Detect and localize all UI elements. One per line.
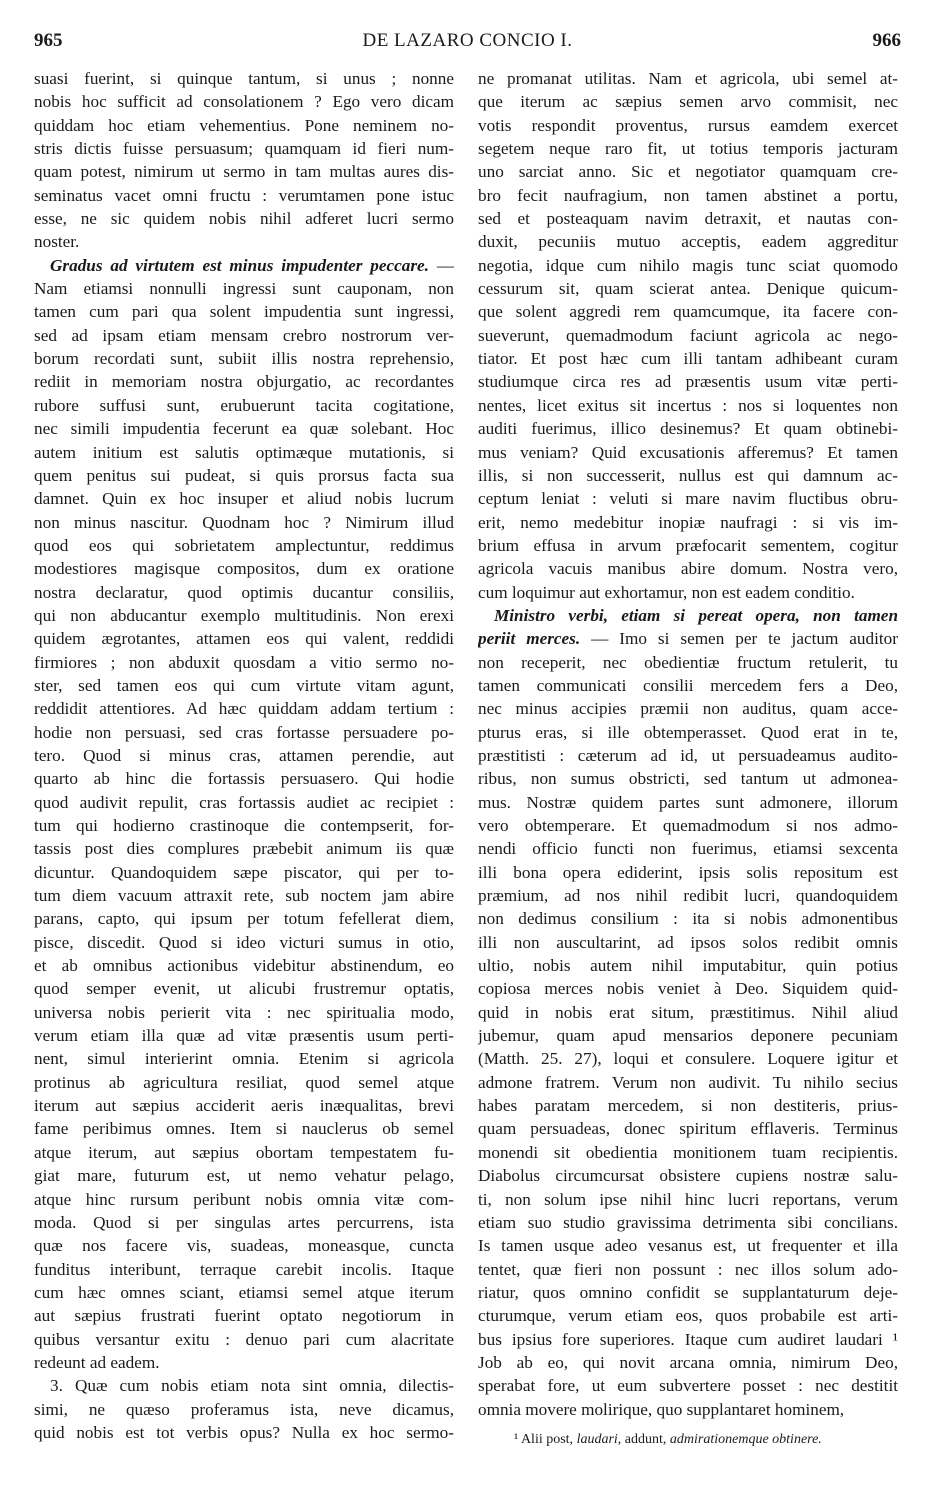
text-line bbox=[478, 90, 898, 113]
footnote-italic-b: admirationemque obtinere. bbox=[669, 1431, 822, 1447]
text-line bbox=[34, 977, 454, 1000]
line-text: sed et posteaquam navim detraxit, et nautas con- bbox=[478, 209, 898, 229]
text-line bbox=[34, 160, 454, 183]
text-line bbox=[478, 977, 898, 1000]
text-line bbox=[478, 114, 898, 137]
text-line bbox=[478, 604, 898, 627]
line-text: reddidit attentiores. Ad hæc quiddam addam tertium : bbox=[34, 699, 454, 719]
line-text: Nam etiamsi nonnulli ingressi sunt cauponam, non bbox=[34, 279, 454, 299]
line-text: quem penitus sui pudeat, si quis prorsus facta sua bbox=[34, 465, 454, 485]
line-text: suasi fuerint, si quinque tantum, si unus ; nonne bbox=[34, 69, 454, 88]
text-line bbox=[478, 487, 898, 510]
text-line bbox=[34, 884, 454, 907]
text-line bbox=[34, 1164, 454, 1187]
text-line bbox=[478, 1398, 898, 1421]
text-line bbox=[478, 1188, 898, 1211]
text-line bbox=[478, 931, 898, 954]
line-text: monendi sit obedientia monitionem tuam recipientis. bbox=[478, 1142, 898, 1162]
line-text: tero. Quod si minus cras, attamen perendie, aut bbox=[34, 745, 454, 765]
text-line bbox=[478, 1141, 898, 1164]
text-line bbox=[478, 464, 898, 487]
line-text: pturus eras, si ille obtemperasset. Quod erat in te, bbox=[478, 722, 898, 742]
line-text: autem initium est salutis optimæque mutationis, si bbox=[34, 442, 454, 462]
text-line bbox=[34, 1188, 454, 1211]
line-text: iterum aut sæpius acciderit aeris inæqualitas, brevi bbox=[34, 1096, 454, 1116]
text-line bbox=[478, 744, 898, 767]
line-text: vero obtemperare. Et quemadmodum si nos admo- bbox=[478, 816, 898, 835]
line-text: funditus interibunt, terraque carebit incolis. Itaque bbox=[34, 1259, 454, 1279]
text-line bbox=[34, 1328, 454, 1351]
text-line bbox=[478, 581, 898, 604]
text-line bbox=[478, 1258, 898, 1281]
line-text: habes paratam mercedem, si non destiteris, prius- bbox=[478, 1096, 898, 1116]
line-text: duxit, pecuniis mutuo acceptis, eadem aggreditur bbox=[478, 232, 898, 252]
footnote-marker: ¹ bbox=[514, 1431, 519, 1447]
text-line bbox=[34, 441, 454, 464]
running-header bbox=[34, 30, 901, 56]
line-text: nobis hoc sufficit ad consolationem ? Ego vero dicam bbox=[34, 92, 454, 112]
text-line bbox=[478, 674, 898, 697]
line-text: non dedimus consilium : ita si nobis admonentibus bbox=[478, 909, 898, 929]
text-line bbox=[34, 370, 454, 393]
line-text: tamen communicati consilii mercedem fers a Deo, bbox=[478, 675, 898, 695]
text-line bbox=[478, 394, 898, 417]
line-text: firmiores ; non abduxit quosdam a vitio sermo no- bbox=[34, 652, 454, 672]
text-line bbox=[34, 1421, 454, 1444]
line-text: giat mare, futurum est, ut nemo vehatur pelago, bbox=[34, 1166, 454, 1186]
line-text: bro fecit naufragium, non tamen abstinet a portu, bbox=[478, 185, 898, 205]
text-line bbox=[478, 1047, 898, 1070]
text-line bbox=[34, 674, 454, 697]
text-line bbox=[478, 67, 898, 90]
text-line bbox=[478, 954, 898, 977]
text-line bbox=[478, 1328, 898, 1351]
line-text: cturumque, verum etiam eos, quos probabile est arti- bbox=[478, 1306, 898, 1326]
text-line bbox=[34, 417, 454, 440]
section-heading: periit merces. bbox=[478, 629, 581, 649]
line-text: studiumque circa res ad præsentis usum vitæ perti- bbox=[478, 372, 898, 392]
text-line bbox=[478, 884, 898, 907]
line-text: erit, nemo medebitur inopiæ naufragi : si vis im- bbox=[478, 512, 898, 532]
line-text: præstitisti : cæterum ad id, ut persuadeamus audito- bbox=[478, 745, 898, 765]
text-line bbox=[34, 1047, 454, 1070]
line-text: atque iterum, aut sæpius obortam tempestatem fu- bbox=[34, 1142, 454, 1162]
line-text: nentes, licet exitus sit incertus : nos si loquentes non bbox=[478, 395, 898, 415]
line-text: bus ipsius fore superiores. Itaque cum audiret laudari ¹ bbox=[478, 1329, 898, 1349]
text-line bbox=[478, 137, 898, 160]
line-text: noster. bbox=[34, 232, 80, 252]
line-text: cessurum sit, quam scierat antea. Denique quicum- bbox=[478, 279, 898, 299]
text-line bbox=[478, 511, 898, 534]
line-text: ster, sed tamen eos qui cum virtute vitam agunt, bbox=[34, 675, 454, 695]
line-text: ceptum leniat : veluti si mare navim fluctibus obru- bbox=[478, 489, 898, 509]
text-line bbox=[34, 557, 454, 580]
line-text: ribus, non sumus obstricti, sed tantum ut admonea- bbox=[478, 769, 898, 789]
text-line bbox=[34, 907, 454, 930]
line-text: nostra declaratur, quod optimis ducantur consiliis, bbox=[34, 582, 454, 602]
line-text: hodie non persuasi, sed cras fortasse persuadere po- bbox=[34, 722, 454, 742]
text-line bbox=[478, 907, 898, 930]
line-text: quod audivit repulit, cras fortassis audiet ac recipiet : bbox=[34, 792, 454, 812]
text-line bbox=[34, 114, 454, 137]
text-line bbox=[34, 767, 454, 790]
text-line bbox=[34, 1141, 454, 1164]
line-text: cum hæc omnes sciant, etiamsi semel atque iterum bbox=[34, 1282, 454, 1302]
line-text: quarto ab hinc die fortassis persuasero. Qui hodie bbox=[34, 769, 454, 789]
text-line bbox=[34, 347, 454, 370]
text-line bbox=[34, 1211, 454, 1234]
line-text: nec simili impudentia fecerunt ea quæ solebant. Hoc bbox=[34, 419, 454, 439]
text-line bbox=[34, 277, 454, 300]
text-line bbox=[34, 604, 454, 627]
text-line bbox=[478, 417, 898, 440]
line-text: ultio, nobis autem nihil imputabitur, quin potius bbox=[478, 956, 898, 976]
text-line bbox=[478, 861, 898, 884]
line-text: nent, simul interierint omnia. Etenim si agricola bbox=[34, 1049, 454, 1069]
line-text: ne promanat utilitas. Nam et agricola, ubi semel at- bbox=[478, 69, 898, 88]
line-text: parans, capto, qui ipsum per totum fefellerat diem, bbox=[34, 909, 454, 929]
line-text: auditi fuerimus, illico desinemus? Et quam obtinebi- bbox=[478, 419, 898, 439]
line-text: aut sæpius frustrati fuerint optato negotiorum in bbox=[34, 1306, 454, 1326]
text-line bbox=[34, 1398, 454, 1421]
text-line bbox=[478, 441, 898, 464]
text-line bbox=[34, 137, 454, 160]
line-text: tentet, quæ fieri non possunt : nec illos solum ado- bbox=[478, 1259, 898, 1279]
line-text: uno sarciat anno. Sic et negotiator quamquam cre- bbox=[478, 162, 898, 182]
text-line bbox=[478, 207, 898, 230]
text-line bbox=[34, 1281, 454, 1304]
text-line bbox=[478, 1304, 898, 1327]
text-line bbox=[34, 837, 454, 860]
text-line bbox=[34, 534, 454, 557]
text-line bbox=[34, 324, 454, 347]
line-text: nendi officio functi non fuerimus, etiamsi sexcenta bbox=[478, 839, 898, 859]
text-line bbox=[34, 791, 454, 814]
right-column bbox=[478, 67, 898, 1449]
text-line bbox=[478, 651, 898, 674]
text-line bbox=[34, 207, 454, 230]
text-line bbox=[34, 67, 454, 90]
text-line bbox=[34, 954, 454, 977]
line-text: præmium, ad nos nihil redibit lucri, quandoquidem bbox=[478, 886, 898, 906]
line-text: quiddam hoc etiam vehementius. Pone neminem no- bbox=[34, 115, 454, 135]
section-heading: Ministro verbi, etiam si pereat opera, non tamen bbox=[494, 605, 898, 625]
line-text: nec minus accipies præmii non auditus, quam acce- bbox=[478, 699, 898, 719]
text-line bbox=[478, 254, 898, 277]
text-line bbox=[34, 464, 454, 487]
line-text: Diabolus circumcursat obsistere cupiens nostræ salu- bbox=[478, 1166, 898, 1186]
line-text: agricola vacuis manibus abire domum. Nostra vero, bbox=[478, 559, 898, 579]
text-line bbox=[478, 1374, 898, 1397]
line-text: votis respondit proventus, rursus eamdem exercet bbox=[478, 115, 898, 135]
text-line bbox=[478, 791, 898, 814]
text-line bbox=[34, 394, 454, 417]
line-text: tiator. Et post hæc cum illi tantam adhibeant curam bbox=[478, 349, 898, 369]
text-line bbox=[34, 487, 454, 510]
text-line bbox=[34, 744, 454, 767]
text-line bbox=[478, 767, 898, 790]
text-line bbox=[478, 557, 898, 580]
text-line bbox=[478, 1001, 898, 1024]
line-text: non receperit, nec obedientiæ fructum retulerit, tu bbox=[478, 652, 898, 672]
line-text: omnia movere molirique, quo supplantaret hominem, bbox=[478, 1399, 845, 1419]
line-text: quidem ægrotantes, attamen eos qui valent, reddidi bbox=[34, 629, 454, 649]
text-line bbox=[34, 931, 454, 954]
line-text: quibus versantur exitu : denuo pari cum alacritate bbox=[34, 1329, 454, 1349]
line-text: illi non auscultarint, ad ipsos solos redibit omnis bbox=[478, 932, 898, 952]
text-line bbox=[478, 1164, 898, 1187]
line-text: 3. Quæ cum nobis etiam nota sint omnia, dilectis- bbox=[50, 1376, 454, 1396]
text-line bbox=[478, 1211, 898, 1234]
line-text: modestiores magisque compositos, dum ex oratione bbox=[34, 559, 454, 579]
footnote-text-a: Alii post, bbox=[520, 1431, 577, 1447]
line-text: atque hinc rursum peribunt nobis omnia vitæ com- bbox=[34, 1189, 454, 1209]
text-line bbox=[478, 814, 898, 837]
line-text: riatur, quos omnino confidit se supplantaturum deje- bbox=[478, 1282, 898, 1302]
line-text: quæ nos facere vis, suadeas, moneasque, cuncta bbox=[34, 1236, 454, 1256]
text-line bbox=[478, 347, 898, 370]
line-text: que iterum ac sæpius semen arvo commisit, nec bbox=[478, 92, 898, 112]
text-line bbox=[478, 184, 898, 207]
text-line bbox=[478, 1351, 898, 1374]
line-text: tum qui hodierno crastinoque die contempserit, for- bbox=[34, 816, 454, 835]
line-text: non minus nascitur. Quodnam hoc ? Nimirum illud bbox=[34, 512, 454, 532]
line-text: illis, si non successerit, nullus est qui damnum ac- bbox=[478, 465, 898, 485]
line-text: moda. Quod si per singulas artes percurrens, ista bbox=[34, 1212, 454, 1232]
line-text: redeunt ad eadem. bbox=[34, 1352, 160, 1372]
line-text: pisce, discedit. Quod si ideo victuri sumus in otio, bbox=[34, 932, 454, 952]
text-line bbox=[478, 837, 898, 860]
line-text: quam potest, nimirum ut sermo in tam multas aures dis- bbox=[34, 162, 454, 182]
text-line bbox=[478, 534, 898, 557]
text-line bbox=[34, 1234, 454, 1257]
line-text: brium effusa in arvum præfocarit sementem, cogitur bbox=[478, 535, 898, 555]
line-text: qui non abducantur exemplo multitudinis. Non erexi bbox=[34, 605, 454, 625]
text-line bbox=[478, 300, 898, 323]
line-text: protinus ab agricultura resiliat, quod semel atque bbox=[34, 1072, 454, 1092]
text-line bbox=[478, 1024, 898, 1047]
text-line bbox=[34, 184, 454, 207]
text-line bbox=[34, 581, 454, 604]
left-column bbox=[34, 67, 454, 1444]
text-line bbox=[34, 1094, 454, 1117]
text-line bbox=[34, 651, 454, 674]
text-line bbox=[478, 160, 898, 183]
line-text: dicuntur. Quandoquidem sæpe piscator, qui per to- bbox=[34, 862, 454, 882]
line-text: sperabat fore, ut eum subvertere posset : nec destitit bbox=[478, 1376, 898, 1396]
text-line bbox=[34, 254, 454, 277]
text-line bbox=[34, 1374, 454, 1397]
line-text: illi bona opera ediderint, ipsis solis repositum est bbox=[478, 862, 898, 882]
text-line bbox=[478, 230, 898, 253]
text-line bbox=[478, 1234, 898, 1257]
line-text: fame peribimus omnes. Item si nauclerus ob semel bbox=[34, 1119, 454, 1139]
line-text: borum recordati sunt, subiit illis nostra reprehensio, bbox=[34, 349, 454, 369]
line-text: segetem neque raro fit, ut totius temporis jacturam bbox=[478, 139, 898, 159]
line-text: sed ad ipsam etiam mensam crebro nostrorum ver- bbox=[34, 325, 454, 345]
text-line bbox=[478, 627, 898, 650]
line-text: Job ab eo, qui novit arcana omnia, nimirum Deo, bbox=[478, 1352, 898, 1372]
line-text: verum etiam illa quæ ad vitæ præsentis usum perti- bbox=[34, 1026, 454, 1046]
text-line bbox=[478, 721, 898, 744]
line-text: esse, ne sic quidem nobis nihil adferet lucri sermo bbox=[34, 209, 454, 229]
text-line bbox=[34, 300, 454, 323]
line-text: quid nobis est tot verbis opus? Nulla ex hoc sermo- bbox=[34, 1422, 454, 1442]
footnote-text-b: , addunt, bbox=[617, 1431, 670, 1447]
text-line bbox=[478, 277, 898, 300]
text-line bbox=[478, 1071, 898, 1094]
line-text: quid in nobis erat situm, præstitimus. Nihil aliud bbox=[478, 1002, 898, 1022]
text-line bbox=[34, 721, 454, 744]
right-column-lines bbox=[478, 67, 898, 1421]
text-line bbox=[478, 1281, 898, 1304]
line-text: admone fratrem. Verum non audivit. Tu nihilo secius bbox=[478, 1072, 898, 1092]
running-title: DE LAZARO CONCIO I. bbox=[362, 30, 573, 51]
line-text: rediit in memoriam nostra objurgatio, ac recordantes bbox=[34, 372, 454, 392]
text-line bbox=[34, 511, 454, 534]
line-text: etiam suo studio gravissima detrimenta sibi concilians. bbox=[478, 1212, 898, 1232]
text-line bbox=[34, 230, 454, 253]
line-text: quod semper evenit, ut alicubi frustremur optatis, bbox=[34, 979, 454, 999]
line-text: (Matth. 25. 27), loqui et consulere. Loquere igitur et bbox=[478, 1049, 898, 1069]
text-line bbox=[34, 627, 454, 650]
line-text: quod eos qui sobrietatem amplectuntur, reddimus bbox=[34, 535, 454, 555]
text-line bbox=[34, 1258, 454, 1281]
page-number-right: 966 bbox=[872, 30, 901, 51]
text-line bbox=[34, 1024, 454, 1047]
line-text: negotia, idque cum nihilo magis tunc sciat quomodo bbox=[478, 255, 898, 275]
line-text: que solent aggredi rem quamcumque, ita facere con- bbox=[478, 302, 898, 322]
text-line bbox=[34, 1351, 454, 1374]
line-text: seminatus vacet omni fructu : verumtamen pone istuc bbox=[34, 185, 454, 205]
text-line bbox=[34, 697, 454, 720]
text-line bbox=[34, 1001, 454, 1024]
text-line bbox=[478, 697, 898, 720]
text-line bbox=[478, 324, 898, 347]
text-line bbox=[34, 1304, 454, 1327]
section-heading: Gradus ad virtutem est minus impudenter peccare. bbox=[50, 255, 429, 275]
text-line bbox=[478, 1117, 898, 1140]
line-text: sueverunt, quemadmodum faciunt agricola ac nego- bbox=[478, 325, 898, 345]
line-text: — Imo si semen per te jactum auditor bbox=[580, 629, 898, 649]
page-number-left: 965 bbox=[34, 30, 63, 51]
text-line bbox=[34, 861, 454, 884]
text-line bbox=[478, 1094, 898, 1117]
text-line bbox=[34, 1117, 454, 1140]
text-line bbox=[34, 814, 454, 837]
text-line bbox=[478, 370, 898, 393]
line-text: quam persuadeas, donec spiritum efflaveris. Terminus bbox=[478, 1119, 898, 1139]
line-text: tassis post dies complures præbebit animum iis quæ bbox=[34, 839, 454, 859]
line-text: mus veniam? Quid excusationis afferemus? Et tamen bbox=[478, 442, 898, 462]
line-text: et ab omnibus actionibus videbitur abstinendum, eo bbox=[34, 956, 454, 976]
line-text: simi, ne quæso proferamus ista, neve dicamus, bbox=[34, 1399, 454, 1419]
footnote-italic-a: laudari bbox=[576, 1431, 618, 1447]
line-text: ti, non solum ipse nihil hinc lucri reportans, verum bbox=[478, 1189, 898, 1209]
line-text: tum diem vacuum attraxit rete, sub noctem jam abire bbox=[34, 886, 454, 906]
line-text: damnet. Quin ex hoc insuper et aliud nobis lucrum bbox=[34, 489, 454, 509]
text-line bbox=[34, 90, 454, 113]
line-text: universa nobis perierit vita : nec spiritualia modo, bbox=[34, 1002, 454, 1022]
line-text: tamen cum pari qua solent impudentia sunt ingressi, bbox=[34, 302, 454, 322]
line-text: mus. Nostræ quidem partes sunt admonere, illorum bbox=[478, 792, 898, 812]
line-text: — bbox=[428, 255, 454, 275]
line-text: copiosa merces nobis veniet à Deo. Siquidem quid- bbox=[478, 979, 898, 999]
line-text: jubemur, quam apud mensarios deponere pecuniam bbox=[478, 1026, 898, 1046]
line-text: stris dictis fuisse persuasum; quamquam id fieri num- bbox=[34, 139, 454, 159]
footnote bbox=[478, 1431, 898, 1449]
line-text: cum loquimur aut exhortamur, non est eadem conditio. bbox=[478, 582, 855, 602]
line-text: Is tamen usque adeo vesanus est, ut frequenter et illa bbox=[478, 1236, 898, 1256]
text-line bbox=[34, 1071, 454, 1094]
line-text: rubore suffusi sunt, erubuerunt tacita cogitatione, bbox=[34, 395, 454, 415]
